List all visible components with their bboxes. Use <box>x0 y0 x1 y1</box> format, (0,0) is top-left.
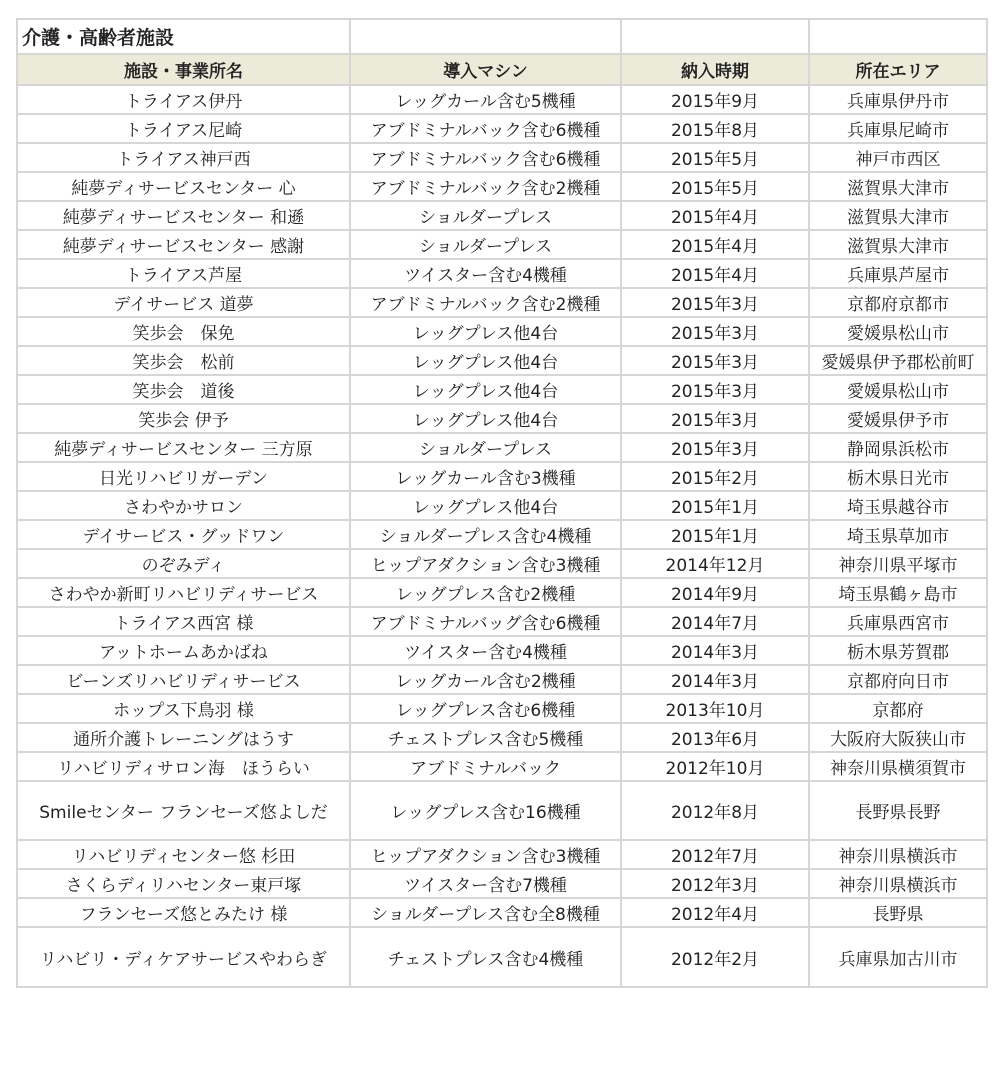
table-row <box>17 375 987 404</box>
cell-delivery-date: 2012年7月 <box>621 840 809 869</box>
cell-facility-name: トライアス芦屋 <box>17 259 350 288</box>
cell-facility-name: リハビリディセンター悠 杉田 <box>17 840 350 869</box>
table-row <box>17 549 987 578</box>
table-row <box>17 317 987 346</box>
cell-machines: ショルダープレス含む全8機種 <box>350 898 621 927</box>
cell-area: 長野県 <box>809 898 987 927</box>
cell-area: 神奈川県横浜市 <box>809 869 987 898</box>
table-title-row <box>17 19 987 54</box>
table-row <box>17 172 987 201</box>
cell-facility-name: 笑歩会 道後 <box>17 375 350 404</box>
table-row <box>17 607 987 636</box>
table-row <box>17 752 987 781</box>
cell-machines: アブドミナルバッグ含む6機種 <box>350 607 621 636</box>
cell-facility-name: トライアス神戸西 <box>17 143 350 172</box>
cell-machines: レッグプレス含む16機種 <box>350 781 621 840</box>
cell-facility-name: トライアス尼崎 <box>17 114 350 143</box>
table-row <box>17 288 987 317</box>
cell-machines: レッグプレス他4台 <box>350 375 621 404</box>
cell-delivery-date: 2015年5月 <box>621 172 809 201</box>
table-row <box>17 462 987 491</box>
table-row <box>17 346 987 375</box>
cell-area: 愛媛県松山市 <box>809 317 987 346</box>
cell-machines: レッグプレス含む6機種 <box>350 694 621 723</box>
cell-delivery-date: 2015年5月 <box>621 143 809 172</box>
cell-facility-name: さくらディリハセンター東戸塚 <box>17 869 350 898</box>
cell-machines: ヒップアダクション含む3機種 <box>350 840 621 869</box>
cell-machines: ショルダープレス <box>350 433 621 462</box>
cell-facility-name: さわやかサロン <box>17 491 350 520</box>
cell-machines: レッグプレス他4台 <box>350 404 621 433</box>
cell-delivery-date: 2015年1月 <box>621 491 809 520</box>
cell-area: 愛媛県伊予郡松前町 <box>809 346 987 375</box>
header-delivery-date: 納入時期 <box>621 54 809 85</box>
cell-delivery-date: 2014年7月 <box>621 607 809 636</box>
cell-delivery-date: 2013年6月 <box>621 723 809 752</box>
cell-facility-name: ビーンズリハビリディサービス <box>17 665 350 694</box>
cell-facility-name: 笑歩会 松前 <box>17 346 350 375</box>
cell-area: 兵庫県芦屋市 <box>809 259 987 288</box>
cell-delivery-date: 2014年12月 <box>621 549 809 578</box>
cell-delivery-date: 2015年3月 <box>621 404 809 433</box>
cell-area: 兵庫県西宮市 <box>809 607 987 636</box>
cell-machines: レッグプレス他4台 <box>350 491 621 520</box>
cell-area: 兵庫県加古川市 <box>809 927 987 987</box>
table-row <box>17 869 987 898</box>
cell-area: 埼玉県越谷市 <box>809 491 987 520</box>
table-row <box>17 723 987 752</box>
cell-facility-name: デイサービス 道夢 <box>17 288 350 317</box>
cell-machines: チェストプレス含む4機種 <box>350 927 621 987</box>
cell-area: 京都府 <box>809 694 987 723</box>
cell-area: 神奈川県平塚市 <box>809 549 987 578</box>
cell-facility-name: 純夢ディサービスセンター 三方原 <box>17 433 350 462</box>
cell-machines: ツイスター含む4機種 <box>350 259 621 288</box>
table-row <box>17 114 987 143</box>
cell-area: 神奈川県横浜市 <box>809 840 987 869</box>
cell-delivery-date: 2015年9月 <box>621 85 809 114</box>
cell-facility-name: 笑歩会 伊予 <box>17 404 350 433</box>
cell-delivery-date: 2012年8月 <box>621 781 809 840</box>
cell-facility-name: トライアス西宮 様 <box>17 607 350 636</box>
cell-machines: レッグカール含む5機種 <box>350 85 621 114</box>
cell-machines: レッグカール含む3機種 <box>350 462 621 491</box>
cell-area: 神戸市西区 <box>809 143 987 172</box>
table-row <box>17 927 987 987</box>
table-row <box>17 578 987 607</box>
table-row <box>17 665 987 694</box>
cell-delivery-date: 2012年3月 <box>621 869 809 898</box>
cell-facility-name: 純夢ディサービスセンター 心 <box>17 172 350 201</box>
cell-area: 兵庫県伊丹市 <box>809 85 987 114</box>
cell-delivery-date: 2014年9月 <box>621 578 809 607</box>
cell-delivery-date: 2015年1月 <box>621 520 809 549</box>
table-row <box>17 491 987 520</box>
cell-delivery-date: 2015年4月 <box>621 259 809 288</box>
cell-delivery-date: 2012年10月 <box>621 752 809 781</box>
table-row <box>17 404 987 433</box>
cell-delivery-date: 2015年3月 <box>621 433 809 462</box>
cell-facility-name: 純夢ディサービスセンター 和遜 <box>17 201 350 230</box>
table-title: 介護・高齢者施設 <box>17 19 350 54</box>
cell-area: 静岡県浜松市 <box>809 433 987 462</box>
table-row <box>17 636 987 665</box>
cell-facility-name: フランセーズ悠とみたけ 様 <box>17 898 350 927</box>
cell-facility-name: 笑歩会 保免 <box>17 317 350 346</box>
cell-delivery-date: 2015年3月 <box>621 375 809 404</box>
cell-area: 埼玉県鶴ヶ島市 <box>809 578 987 607</box>
cell-area: 栃木県芳賀郡 <box>809 636 987 665</box>
table-row <box>17 433 987 462</box>
cell-delivery-date: 2015年3月 <box>621 317 809 346</box>
cell-area: 滋賀県大津市 <box>809 172 987 201</box>
title-blank-cell <box>809 19 987 54</box>
table-row <box>17 230 987 259</box>
header-facility-name: 施設・事業所名 <box>17 54 350 85</box>
cell-machines: レッグプレス他4台 <box>350 317 621 346</box>
cell-area: 栃木県日光市 <box>809 462 987 491</box>
cell-machines: アブドミナルバック含む6機種 <box>350 114 621 143</box>
cell-delivery-date: 2015年4月 <box>621 201 809 230</box>
title-blank-cell <box>621 19 809 54</box>
cell-area: 埼玉県草加市 <box>809 520 987 549</box>
table-row <box>17 520 987 549</box>
table-row <box>17 898 987 927</box>
table-row <box>17 201 987 230</box>
cell-machines: レッグプレス他4台 <box>350 346 621 375</box>
cell-machines: ツイスター含む4機種 <box>350 636 621 665</box>
cell-area: 大阪府大阪狭山市 <box>809 723 987 752</box>
table-row <box>17 259 987 288</box>
cell-machines: アブドミナルバック含む6機種 <box>350 143 621 172</box>
cell-area: 愛媛県伊予市 <box>809 404 987 433</box>
table-row <box>17 840 987 869</box>
title-blank-cell <box>350 19 621 54</box>
cell-facility-name: 通所介護トレーニングはうす <box>17 723 350 752</box>
facility-table <box>16 18 988 988</box>
cell-delivery-date: 2015年3月 <box>621 346 809 375</box>
cell-delivery-date: 2014年3月 <box>621 636 809 665</box>
cell-area: 滋賀県大津市 <box>809 230 987 259</box>
cell-machines: アブドミナルバック <box>350 752 621 781</box>
cell-machines: ヒップアダクション含む3機種 <box>350 549 621 578</box>
header-area: 所在エリア <box>809 54 987 85</box>
cell-machines: アブドミナルバック含む2機種 <box>350 288 621 317</box>
table-row <box>17 694 987 723</box>
cell-facility-name: トライアス伊丹 <box>17 85 350 114</box>
cell-delivery-date: 2012年4月 <box>621 898 809 927</box>
cell-facility-name: 日光リハビリガーデン <box>17 462 350 491</box>
cell-area: 長野県長野 <box>809 781 987 840</box>
cell-area: 滋賀県大津市 <box>809 201 987 230</box>
cell-area: 京都府向日市 <box>809 665 987 694</box>
cell-area: 愛媛県松山市 <box>809 375 987 404</box>
cell-facility-name: Smileセンター フランセーズ悠よしだ <box>17 781 350 840</box>
cell-area: 兵庫県尼崎市 <box>809 114 987 143</box>
cell-machines: レッグプレス含む2機種 <box>350 578 621 607</box>
cell-machines: アブドミナルバック含む2機種 <box>350 172 621 201</box>
cell-facility-name: アットホームあかばね <box>17 636 350 665</box>
cell-delivery-date: 2014年3月 <box>621 665 809 694</box>
facility-table-container <box>16 18 988 988</box>
cell-facility-name: リハビリディサロン海 ほうらい <box>17 752 350 781</box>
cell-machines: ショルダープレス含む4機種 <box>350 520 621 549</box>
cell-machines: レッグカール含む2機種 <box>350 665 621 694</box>
cell-delivery-date: 2015年8月 <box>621 114 809 143</box>
cell-facility-name: のぞみディ <box>17 549 350 578</box>
cell-area: 神奈川県横須賀市 <box>809 752 987 781</box>
header-machines: 導入マシン <box>350 54 621 85</box>
cell-delivery-date: 2015年4月 <box>621 230 809 259</box>
table-row <box>17 781 987 840</box>
cell-area: 京都府京都市 <box>809 288 987 317</box>
cell-machines: ツイスター含む7機種 <box>350 869 621 898</box>
cell-machines: ショルダープレス <box>350 230 621 259</box>
cell-delivery-date: 2015年2月 <box>621 462 809 491</box>
cell-facility-name: 純夢ディサービスセンター 感謝 <box>17 230 350 259</box>
cell-delivery-date: 2012年2月 <box>621 927 809 987</box>
cell-facility-name: ホップス下鳥羽 様 <box>17 694 350 723</box>
cell-delivery-date: 2015年3月 <box>621 288 809 317</box>
cell-facility-name: デイサービス・グッドワン <box>17 520 350 549</box>
cell-facility-name: さわやか新町リハビリディサービス <box>17 578 350 607</box>
cell-delivery-date: 2013年10月 <box>621 694 809 723</box>
cell-machines: チェストプレス含む5機種 <box>350 723 621 752</box>
cell-facility-name: リハビリ・ディケアサービスやわらぎ <box>17 927 350 987</box>
cell-machines: ショルダープレス <box>350 201 621 230</box>
table-row <box>17 143 987 172</box>
table-header-row <box>17 54 987 85</box>
table-row <box>17 85 987 114</box>
